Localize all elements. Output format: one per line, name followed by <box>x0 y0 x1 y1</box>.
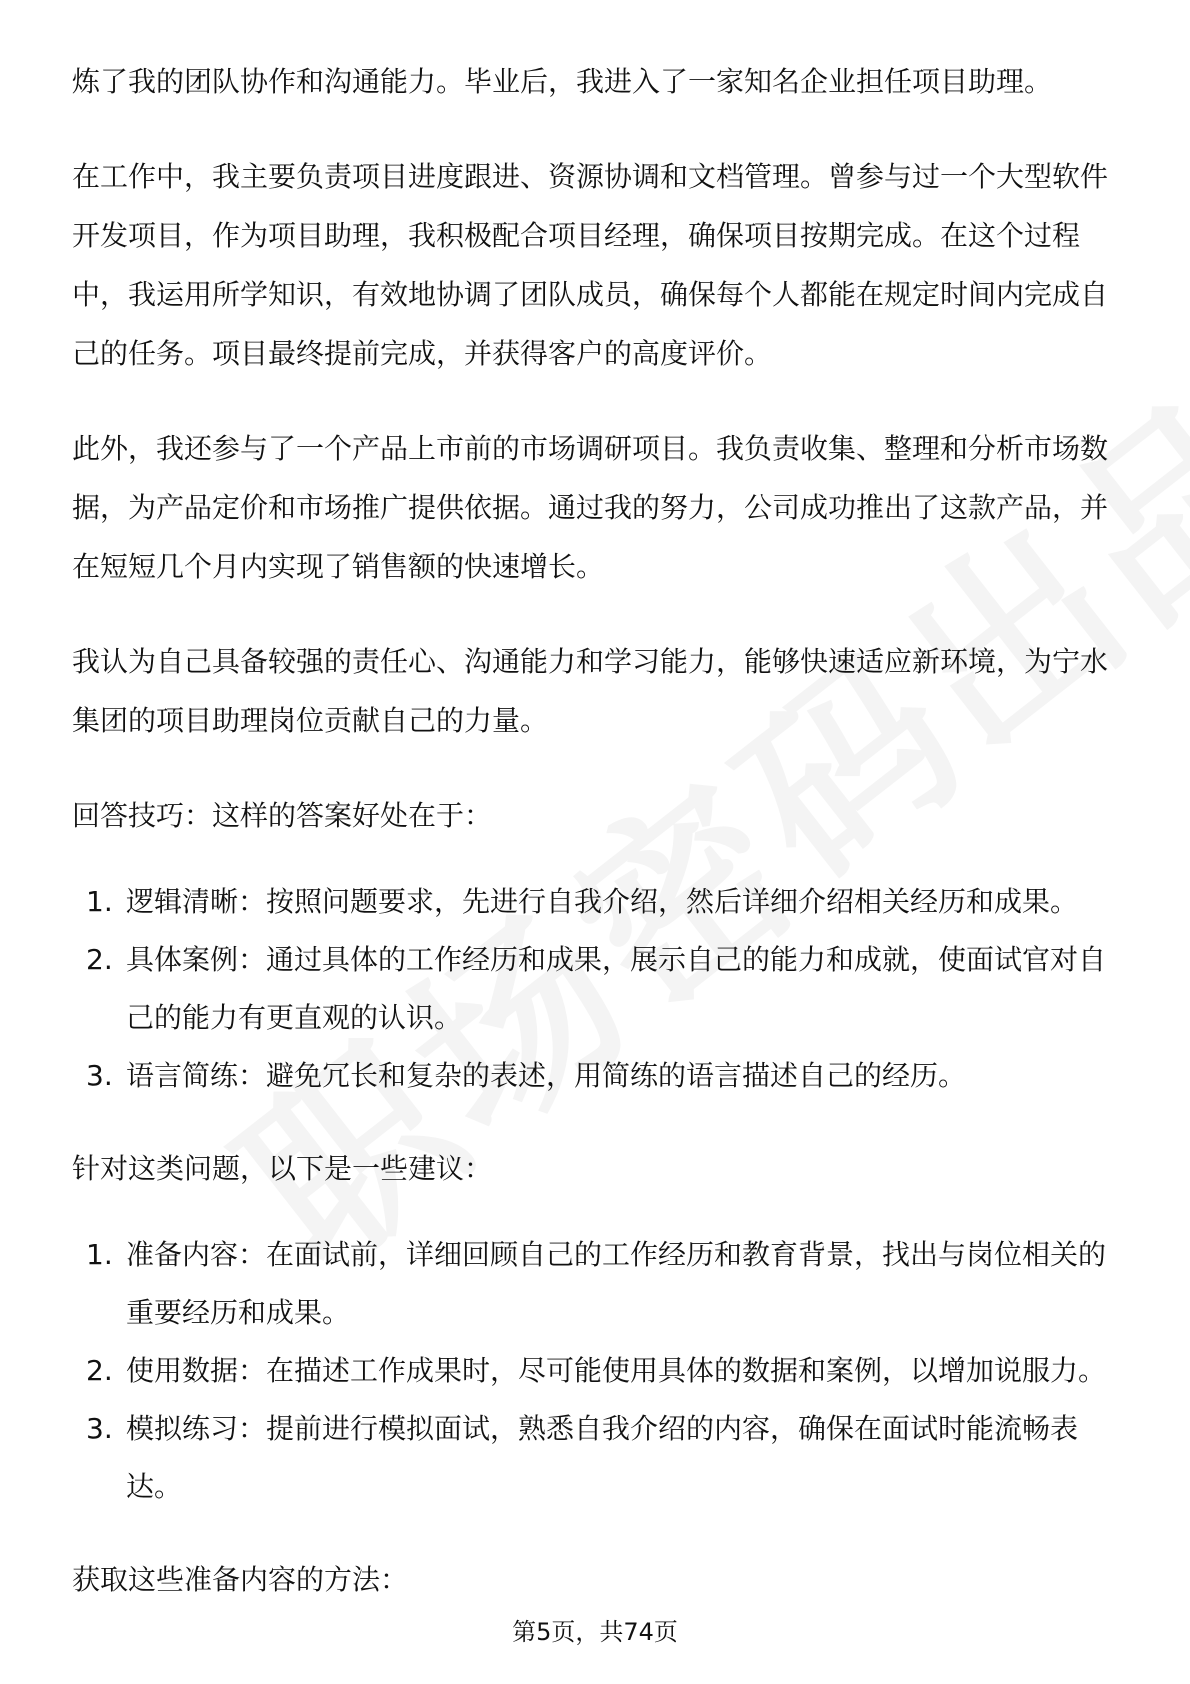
list-item-number: 2. <box>86 943 113 976</box>
list-item-text: 语言简练：避免冗长和复杂的表述，用简练的语言描述自己的经历。 <box>126 1059 967 1092</box>
answer-tips-heading: 回答技巧：这样的答案好处在于： <box>72 799 493 832</box>
paragraph-4: 我认为自己具备较强的责任心、沟通能力和学习能力，能够快速适应新环境，为宁水集团的项目助理岗位贡献自己的力量。 <box>72 645 1109 737</box>
list-item <box>72 1342 1118 1400</box>
page-number-footer: 第5页，共74页 <box>512 1618 678 1646</box>
list-item-text: 具体案例：通过具体的工作经历和成果，展示自己的能力和成就，使面试官对自己的能力有更直观的认识。 <box>126 943 1107 1034</box>
list-item-number: 1. <box>86 1238 113 1271</box>
list-item-number: 2. <box>86 1354 113 1387</box>
list-item <box>72 1400 1118 1516</box>
list-item <box>72 873 1118 931</box>
answer-tips-list <box>72 873 1118 1105</box>
paragraph-1: 炼了我的团队协作和沟通能力。毕业后，我进入了一家知名企业担任项目助理。 <box>72 65 1053 98</box>
methods-heading: 获取这些准备内容的方法： <box>72 1563 409 1596</box>
list-item <box>72 1047 1118 1105</box>
list-item-text: 模拟练习：提前进行模拟面试，熟悉自我介绍的内容，确保在面试时能流畅表达。 <box>126 1412 1079 1503</box>
list-item-text: 准备内容：在面试前，详细回顾自己的工作经历和教育背景，找出与岗位相关的重要经历和成果。 <box>126 1238 1107 1329</box>
list-item <box>72 1226 1118 1342</box>
advice-list <box>72 1226 1118 1516</box>
list-item-number: 1. <box>86 885 113 918</box>
list-item-text: 使用数据：在描述工作成果时，尽可能使用具体的数据和案例，以增加说服力。 <box>126 1354 1107 1387</box>
list-item-number: 3. <box>86 1059 113 1092</box>
document-body <box>72 52 1118 1645</box>
list-item-number: 3. <box>86 1412 113 1445</box>
list-item <box>72 931 1118 1047</box>
paragraph-2: 在工作中，我主要负责项目进度跟进、资源协调和文档管理。曾参与过一个大型软件开发项目，作为项目助理，我积极配合项目经理，确保项目按期完成。在这个过程中，我运用所学知识，有效地协调了团队成员，确保每个人都能在规定时间内完成自己的任务。项目最终提前完成，并获得客户的高度评价。 <box>72 160 1109 370</box>
paragraph-3: 此外，我还参与了一个产品上市前的市场调研项目。我负责收集、整理和分析市场数据，为产品定价和市场推广提供依据。通过我的努力，公司成功推出了这款产品，并在短短几个月内实现了销售额的快速增长。 <box>72 432 1109 583</box>
list-item-text: 逻辑清晰：按照问题要求，先进行自我介绍，然后详细介绍相关经历和成果。 <box>126 885 1079 918</box>
advice-heading: 针对这类问题，以下是一些建议： <box>72 1152 493 1185</box>
